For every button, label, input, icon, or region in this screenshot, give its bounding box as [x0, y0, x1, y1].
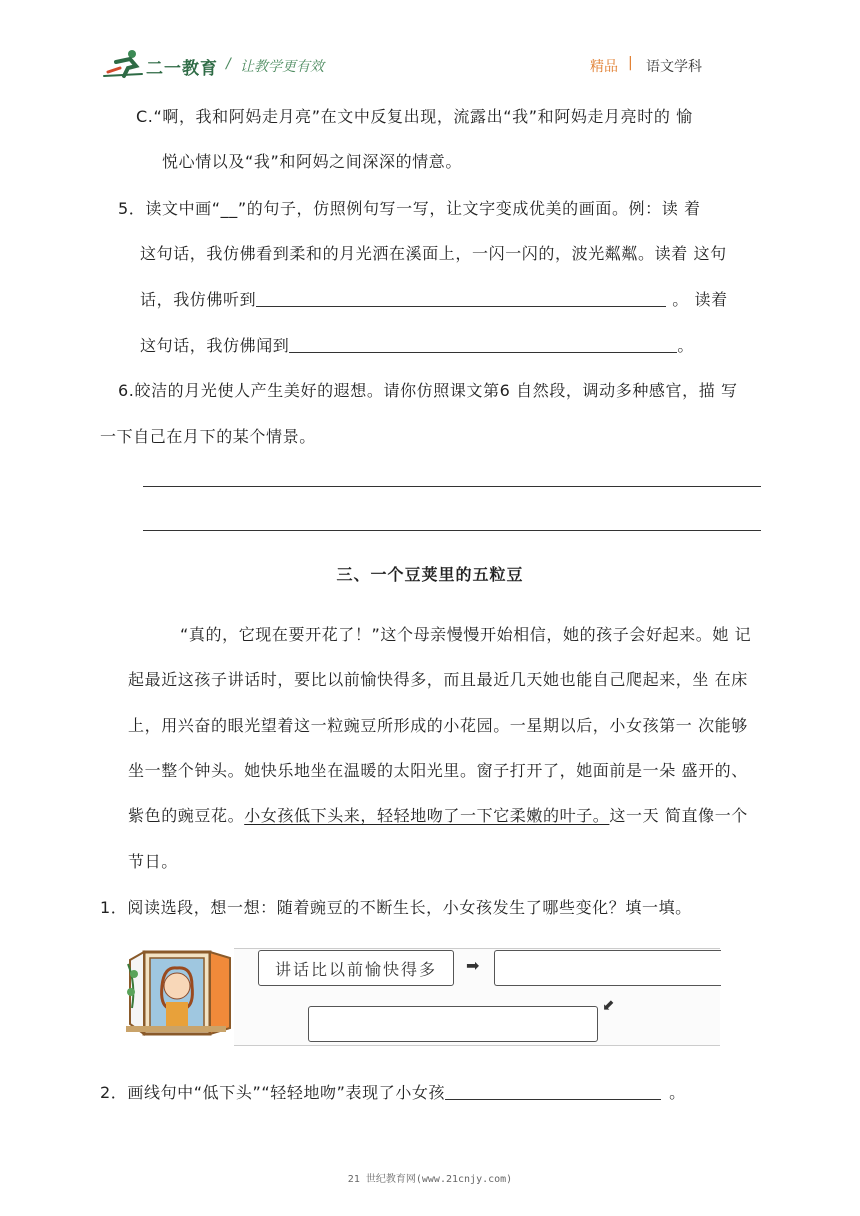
runner-logo-icon	[102, 48, 146, 80]
subject-label: 语文学科	[646, 59, 702, 75]
change-box-3-blank[interactable]	[308, 1006, 598, 1042]
slogan: 让教学更有效	[240, 59, 324, 75]
change-box-1	[258, 950, 454, 986]
header-separator: |	[628, 55, 633, 71]
q6-line1: 6.皎洁的月光使人产生美好的遐想。请你仿照课文第6 自然段，调动多种感官，描 写	[118, 381, 738, 400]
arrow-down-left-icon: ⬋	[602, 996, 615, 1014]
passage-line5-suffix: 这一天 简直像一个	[609, 806, 748, 825]
q5-line2: 这句话，我仿佛看到柔和的月光洒在溪面上，一闪一闪的，波光粼粼。读着 这句	[140, 244, 727, 263]
arrow-right-icon: ➡	[466, 956, 480, 975]
passage-line2: 起最近这孩子讲话时，要比以前愉快得多，而且最近几天她也能自己爬起来，坐 在床	[128, 670, 748, 689]
change-box-1-label: 讲话比以前愉快得多	[274, 959, 437, 979]
q1-prompt: 1．阅读选段，想一想：随着豌豆的不断生长，小女孩发生了哪些变化？填一填。	[100, 898, 692, 917]
girl-at-window-illustration	[122, 944, 234, 1048]
q4-option-c-line1: C.“啊，我和阿妈走月亮”在文中反复出现，流露出“我”和阿妈走月亮时的 愉	[136, 107, 693, 126]
q6-line2: 一下自己在月下的某个情景。	[100, 427, 316, 446]
q2-answer-blank[interactable]	[445, 1085, 661, 1100]
quality-badge: 精品	[590, 59, 618, 75]
section-title: 三、一个豆荚里的五粒豆	[336, 565, 524, 584]
passage-line1: “真的，它现在要开花了！”这个母亲慢慢开始相信，她的孩子会好起来。她 记	[180, 625, 752, 644]
q5-line3-prefix: 话，我仿佛听到	[140, 290, 257, 309]
q5-line4-suffix: 。	[677, 336, 695, 355]
change-box-2-blank[interactable]	[494, 950, 721, 986]
q5-line4-prefix: 这句话，我仿佛闻到	[140, 336, 290, 355]
passage-line5	[128, 803, 748, 826]
q5-heard-blank[interactable]	[256, 292, 666, 307]
q4-option-c-line2: 悦心情以及“我”和阿妈之间深深的情意。	[162, 152, 462, 171]
header-divider: /	[226, 56, 231, 72]
footer: 21 世纪教育网(www.21cnjy.com)	[347, 1174, 513, 1185]
q5-line4	[140, 333, 694, 356]
passage-line4: 坐一整个钟头。她快乐地坐在温暖的太阳光里。窗子打开了，她面前是一朵 盛开的、	[128, 761, 748, 780]
logo-text: 二一教育	[146, 59, 218, 79]
header	[0, 40, 860, 90]
passage-line5-prefix: 紫色的豌豆花。	[128, 806, 245, 825]
q5-line3-suffix: 。 读着	[672, 290, 728, 309]
passage-line6: 节日。	[128, 852, 178, 871]
q6-answer-line-2[interactable]	[143, 530, 761, 531]
q1-diagram	[122, 944, 722, 1048]
q5-line3	[140, 287, 728, 310]
q2-suffix: 。	[669, 1083, 686, 1102]
q5-line1: 5．读文中画“__”的句子，仿照例句写一写，让文字变成优美的画面。例：读 着	[118, 199, 701, 218]
passage-line3: 上，用兴奋的眼光望着这一粒豌豆所形成的小花园。一星期以后，小女孩第一 次能够	[128, 716, 748, 735]
q2-prefix: 2．画线句中“低下头”“轻轻地吻”表现了小女孩	[100, 1083, 446, 1102]
q2-line	[100, 1080, 686, 1103]
q6-answer-line-1[interactable]	[143, 486, 761, 487]
underlined-sentence: 小女孩低下头来，轻轻地吻了一下它柔嫩的叶子。	[244, 806, 610, 825]
q5-smelled-blank[interactable]	[289, 338, 677, 353]
